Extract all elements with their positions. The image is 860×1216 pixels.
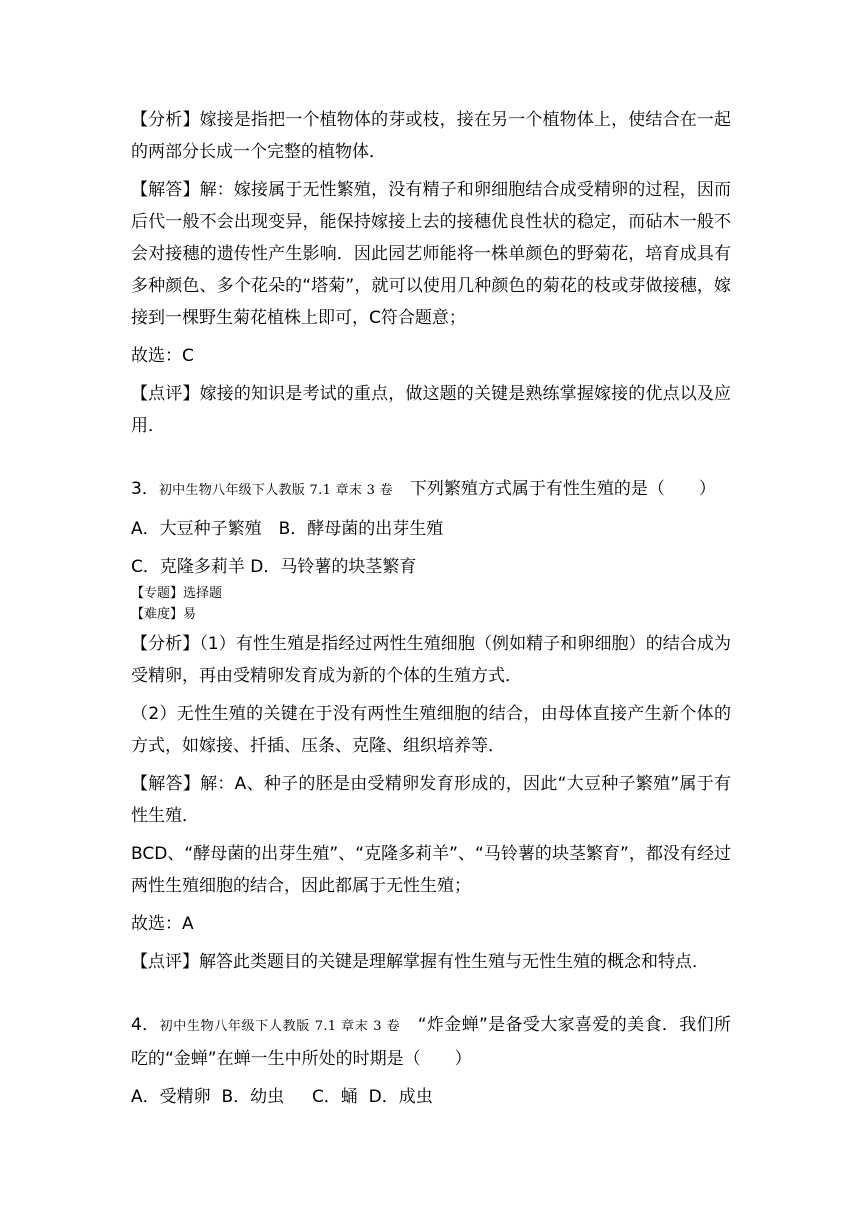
q3-analysis-1	[131, 628, 731, 692]
comment-tag: 【点评】	[131, 384, 200, 404]
q2-comment	[131, 378, 731, 442]
option-b: B．酵母菌的出芽生殖	[278, 519, 444, 539]
comment-tag: 【点评】	[131, 952, 199, 972]
option-d: D．成虫	[368, 1087, 433, 1107]
question-source: 初中生物八年级下人教版 7.1 章末 3 卷	[159, 1019, 401, 1034]
q2-analysis	[131, 104, 731, 168]
option-a: A．受精卵	[131, 1087, 211, 1107]
analysis-text: 嫁接是指把一个植物体的芽或枝，接在另一个植物体上，使结合在一起的两部分长成一个完整的植物体．	[131, 110, 732, 162]
q3-comment	[131, 946, 731, 978]
q3-topic: 【专题】选择题	[131, 586, 223, 601]
answer-tag: 【解答】	[131, 180, 200, 200]
option-d: D．马铃薯的块茎繁育	[250, 557, 417, 577]
document-page	[131, 104, 731, 1113]
q2-answer	[131, 174, 731, 334]
q3-options-row-2	[131, 551, 731, 583]
option-b: B．幼虫	[221, 1087, 285, 1107]
question-number: 4．	[131, 1015, 160, 1035]
answer-text: 解：A、种子的胚是由受精卵发育形成的，因此“大豆种子繁殖”属于有性生殖．	[131, 774, 732, 826]
analysis-tag: 【分析】	[131, 634, 200, 654]
analysis-tag: 【分析】	[131, 110, 200, 130]
comment-text: 解答此类题目的关键是理解掌握有性生殖与无性生殖的概念和特点．	[199, 952, 709, 972]
question-source: 初中生物八年级下人教版 7.1 章末 3 卷	[158, 483, 393, 498]
question-number: 3．	[131, 479, 159, 499]
analysis-text: （1）有性生殖是指经过两性生殖细胞（例如精子和卵细胞）的结合成为受精卵，再由受精卵发育成为新的个体的生殖方式．	[131, 634, 731, 686]
q3-analysis-2: （2）无性生殖的关键在于没有两性生殖细胞的结合，由母体直接产生新个体的方式，如嫁接、扦插、压条、克隆、组织培养等．	[131, 704, 731, 756]
question-stem: 下列繁殖方式属于有性生殖的是（ ）	[392, 479, 716, 499]
option-a: A．大豆种子繁殖	[131, 519, 262, 539]
answer-text: 解：嫁接属于无性繁殖，没有精子和卵细胞结合成受精卵的过程，因而后代一般不会出现变异，能保持嫁接上去的接穗优良性状的稳定，而砧木一般不会对接穗的遗传性产生影响．因此园艺师能将一株单颜色的野菊花，培育成具有多种颜色、多个花朵的“塔菊”，就可以使用几种颜色的菊花的枝或芽做接穗，嫁接到一棵野生菊花植株上即可，C符合题意；	[131, 180, 732, 328]
q3-stem	[131, 473, 731, 507]
comment-text: 嫁接的知识是考试的重点，做这题的关键是熟练掌握嫁接的优点以及应用．	[131, 384, 732, 436]
q3-options-row-1	[131, 513, 731, 545]
question-stem: “炸金蝉”是备受大家喜爱的美食．我们所吃的“金蝉”在蝉一生中所处的时期是（ ）	[131, 1015, 731, 1069]
option-c: C．蛹	[311, 1087, 358, 1107]
answer-tag: 【解答】	[131, 774, 201, 794]
q2-choice: 故选：C	[131, 346, 194, 366]
q3-difficulty: 【难度】易	[131, 607, 197, 622]
q3-answer-2: BCD、“酵母菌的出芽生殖”、“克隆多莉羊”、“马铃薯的块茎繁育”，都没有经过两性生殖细胞的结合，因此都属于无性生殖；	[131, 844, 731, 896]
option-c: C．克隆多莉羊	[131, 557, 245, 577]
q3-answer-1	[131, 768, 731, 832]
q4-options	[131, 1081, 731, 1113]
q3-choice: 故选：A	[131, 914, 194, 934]
q4-stem	[131, 1009, 731, 1075]
